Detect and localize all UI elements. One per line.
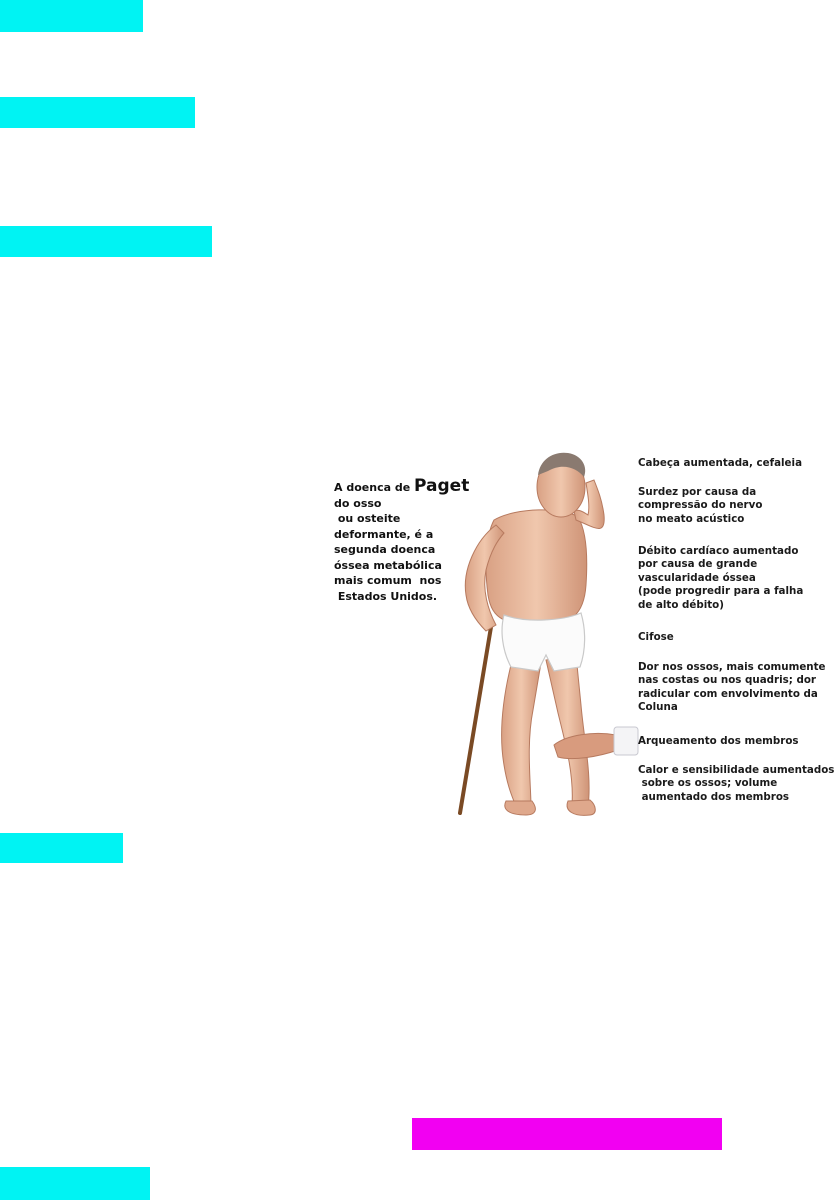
paget-disease-figure: [326, 445, 834, 820]
intro-paget-word: Paget: [414, 476, 470, 496]
symptom-kyphosis: Cifose: [638, 631, 674, 643]
highlight-bar-2: [0, 97, 195, 128]
symptom-limb-bowing: Arqueamento dos membros: [638, 735, 799, 747]
highlight-bar-magenta: [412, 1118, 722, 1150]
highlight-bar-4: [0, 833, 123, 863]
intro-rest: do osso ou osteite deformante, é a segunda doenca óssea metabólica mais comum nos Estados Unidos.: [334, 496, 442, 603]
symptom-heat-sensitivity: Calor e sensibilidade aumentados sobre os ossos; volume aumentado dos membros: [638, 764, 834, 803]
highlight-bar-5: [0, 1167, 150, 1200]
highlight-bar-3: [0, 226, 212, 257]
symptom-deafness: Surdez por causa da compressão do nervo no meato acústico: [638, 486, 763, 525]
intro-prefix: A doenca de: [334, 481, 415, 494]
highlight-bar-1: [0, 0, 143, 32]
intro-text: [334, 476, 470, 604]
symptom-bone-pain: Dor nos ossos, mais comumente nas costas ou nos quadris; dor radicular com envolvimento da Coluna: [638, 661, 826, 714]
symptom-head: Cabeça aumentada, cefaleia: [638, 457, 803, 469]
symptom-cardiac-output: Débito cardíaco aumentado por causa de grande vascularidade óssea (pode progredir para a falha de alto débito): [638, 545, 804, 611]
